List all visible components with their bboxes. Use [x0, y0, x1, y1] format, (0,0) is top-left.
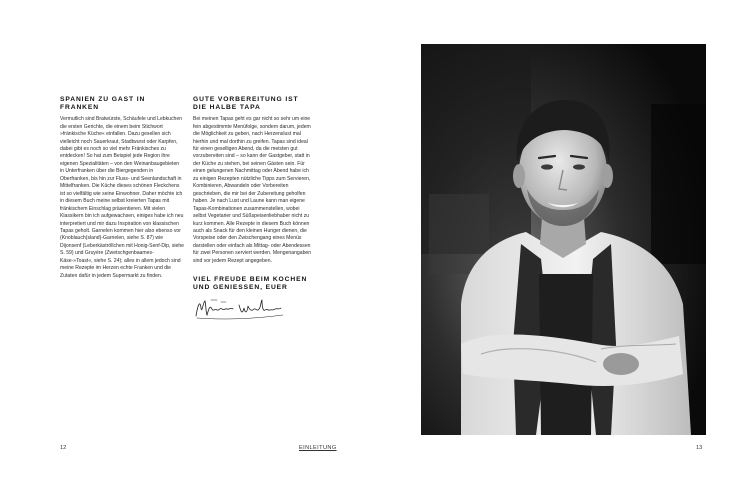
middle-text-column: [193, 96, 314, 322]
running-footer-chapter: EINLEITUNG: [299, 445, 337, 451]
page-number-left: 12: [60, 445, 67, 451]
closing-line: VIEL FREUDE BEIM KOCHEN UND GENIESSEN, EUER: [193, 276, 308, 291]
left-text-column: [60, 96, 184, 280]
signature-image: [193, 296, 288, 322]
body-text-left: Vermutlich sind Bratwürste, Schäufele und Lebkuchen die ersten Gerichte, die einem beim Stichwort »fränkische Küche« einfallen. Dazu gesellen sich vielleicht noch Sauerkraut, Stadtwurst oder Karpfen, dabei gibt es noch so viel mehr Fränkisches zu entdecken! So hat zum Beispiel jede Region ihre eigenen Spezialitäten – von den Weinanbaugebieten in Unterfranken über die Biergegenden in Oberfranken, bis hin zur Fluss- und Seenlandschaft in Mittelfranken. Die Küche dieses schönen Fleckchens ist so vielfältig wie seine Einwohner. Daher möchte ich in diesem Buch meine selbst kreierten Tapas mit fränkischem Einschlag präsentieren. Mit vielen Klassikern bin ich aufgewachsen, einiges habe ich neu interpretiert und mir dazu Inspiration von klassischen Tapas geholt. Garnelen kommen hier also ebenso vor (Knoblauch(sland)-Garnelen, siehe S. 87) wie Dijonsenf (Leberkäströllchen mit Honig-Senf-Dip, siehe S. 59) und Gruyère (Zwetschgenbaames-Käse-»Toast«, siehe S. 24); alles in allem jedoch sind meine Rezepte im Herzen echte Franken und die Zutaten dafür in jedem Supermarkt zu finden.: [60, 116, 185, 279]
page-number-right: 13: [696, 445, 703, 451]
portrait-photo: [421, 44, 706, 435]
body-text-middle: Bei meinen Tapas geht es gar nicht so sehr um eine fein abgestimmte Menüfolge, sondern darum, jedem die Möglichkeit zu geben, nach Herzenslust mal hierhin und mal dorthin zu greifen. Tapas sind ideal für einen geselligen Abend, da die meisten gut vorzubereiten sind – so kann der Gastgeber, statt in der Küche zu stehen, bei seinen Gästen sein. Für einen gelungenen Nachmittag oder Abend habe ich zu einigen Rezepten nützliche Tipps zum Servieren, Kombinieren, Abwandeln oder Vorbereiten geschrieben, die mir bei der Zubereitung geholfen haben. Je nach Lust und Laune kann man eigene Tapas-Kombinationen zusammenstellen, wobei selbst Vegetarier und Süßspeisenliebhaber nicht zu kurz kommen. Alle Rezepte in diesem Buch können auch als Snack für den kleinen Hunger dienen, die Vorspeise oder den Zwischengang eines Menüs darstellen oder einfach als Mittag- oder Abendessen für zwei Personen serviert werden. Mengenangaben sind vor jedem Rezept angegeben.: [193, 116, 312, 264]
section-heading-left: SPANIEN ZU GAST IN FRANKEN: [60, 96, 146, 111]
section-heading-middle: GUTE VORBEREITUNG IST DIE HALBE TAPA: [193, 96, 299, 111]
